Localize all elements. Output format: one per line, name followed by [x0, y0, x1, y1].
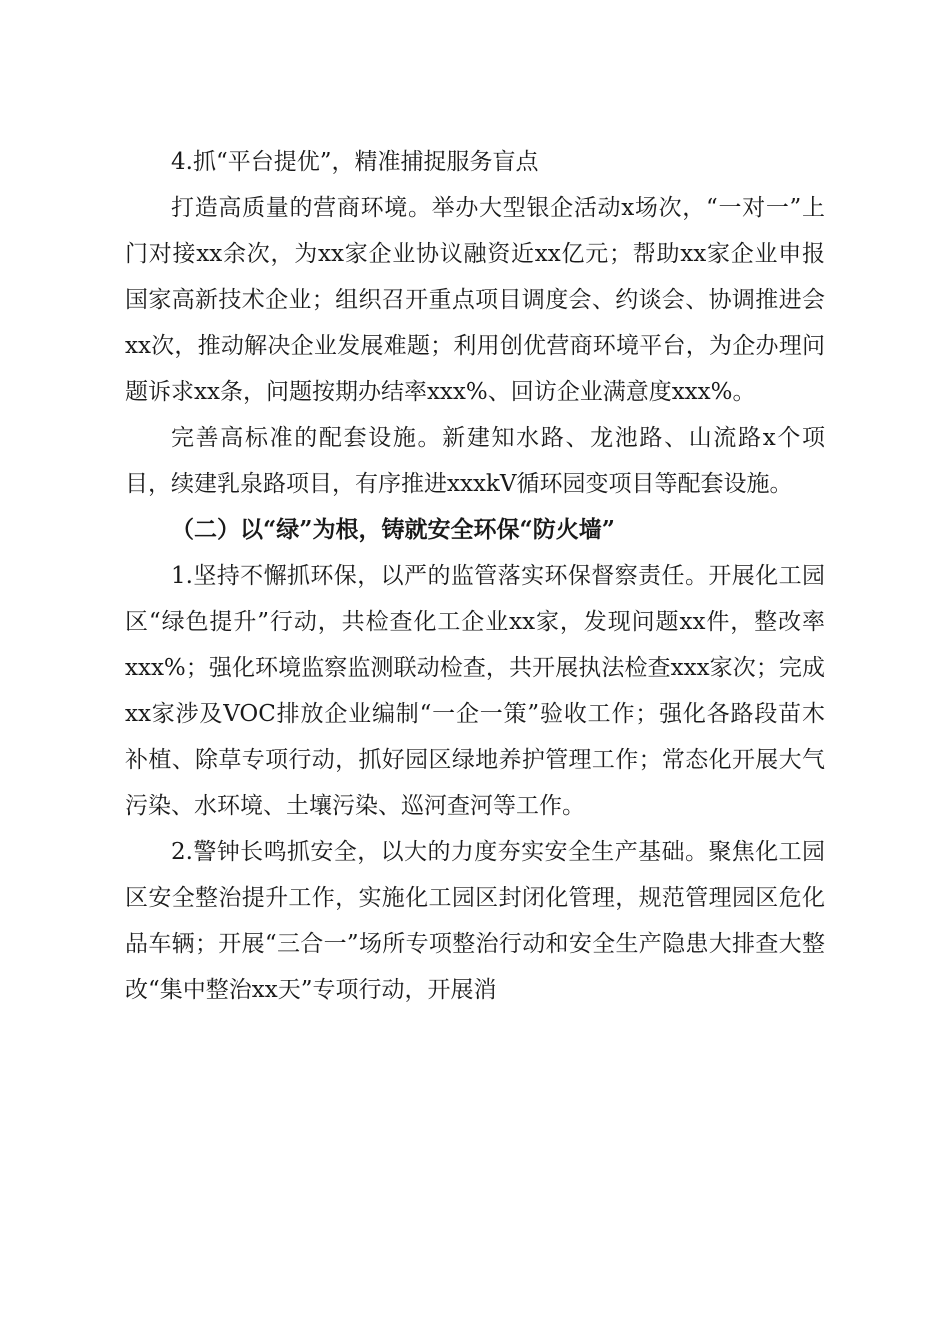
paragraph-infrastructure: 完善高标准的配套设施。新建知水路、龙池路、山流路x个项目，续建乳泉路项目，有序推进xxxkV循环园变项目等配套设施。	[125, 425, 825, 497]
paragraph-environmental-protection: 1.坚持不懈抓环保，以严的监管落实环保督察责任。开展化工园区“绿色提升”行动，共检查化工企业xx家，发现问题xx件，整改率xxx%；强化环境监察监测联动检查，共开展执法检查xxx家次；完成xx家涉及VOC排放企业编制“一企一策”验收工作；强化各路段苗木补植、除草专项行动，抓好园区绿地养护管理工作；常态化开展大气污染、水环境、土壤污染、巡河查河等工作。	[125, 563, 825, 819]
section-subheading-2: （二）以“绿”为根，铸就安全环保“防火墙”	[171, 516, 615, 543]
paragraph-safety: 2.警钟长鸣抓安全，以大的力度夯实安全生产基础。聚焦化工园区安全整治提升工作，实施化工园区封闭化管理，规范管理园区危化品车辆；开展“三合一”场所专项整治行动和安全生产隐患大排查大整改“集中整治xx天”专项行动，开展消	[125, 839, 825, 1003]
document-body	[125, 139, 825, 1013]
section-heading-4: 4.抓“平台提优”，精准捕捉服务盲点	[171, 149, 539, 175]
paragraph-business-environment: 打造高质量的营商环境。举办大型银企活动x场次，“一对一”上门对接xx余次，为xx家企业协议融资近xx亿元；帮助xx家企业申报国家高新技术企业；组织召开重点项目调度会、约谈会、协调推进会xx次，推动解决企业发展难题；利用创优营商环境平台，为企办理问题诉求xx条，问题按期办结率xxx%、回访企业满意度xxx%。	[125, 195, 825, 405]
